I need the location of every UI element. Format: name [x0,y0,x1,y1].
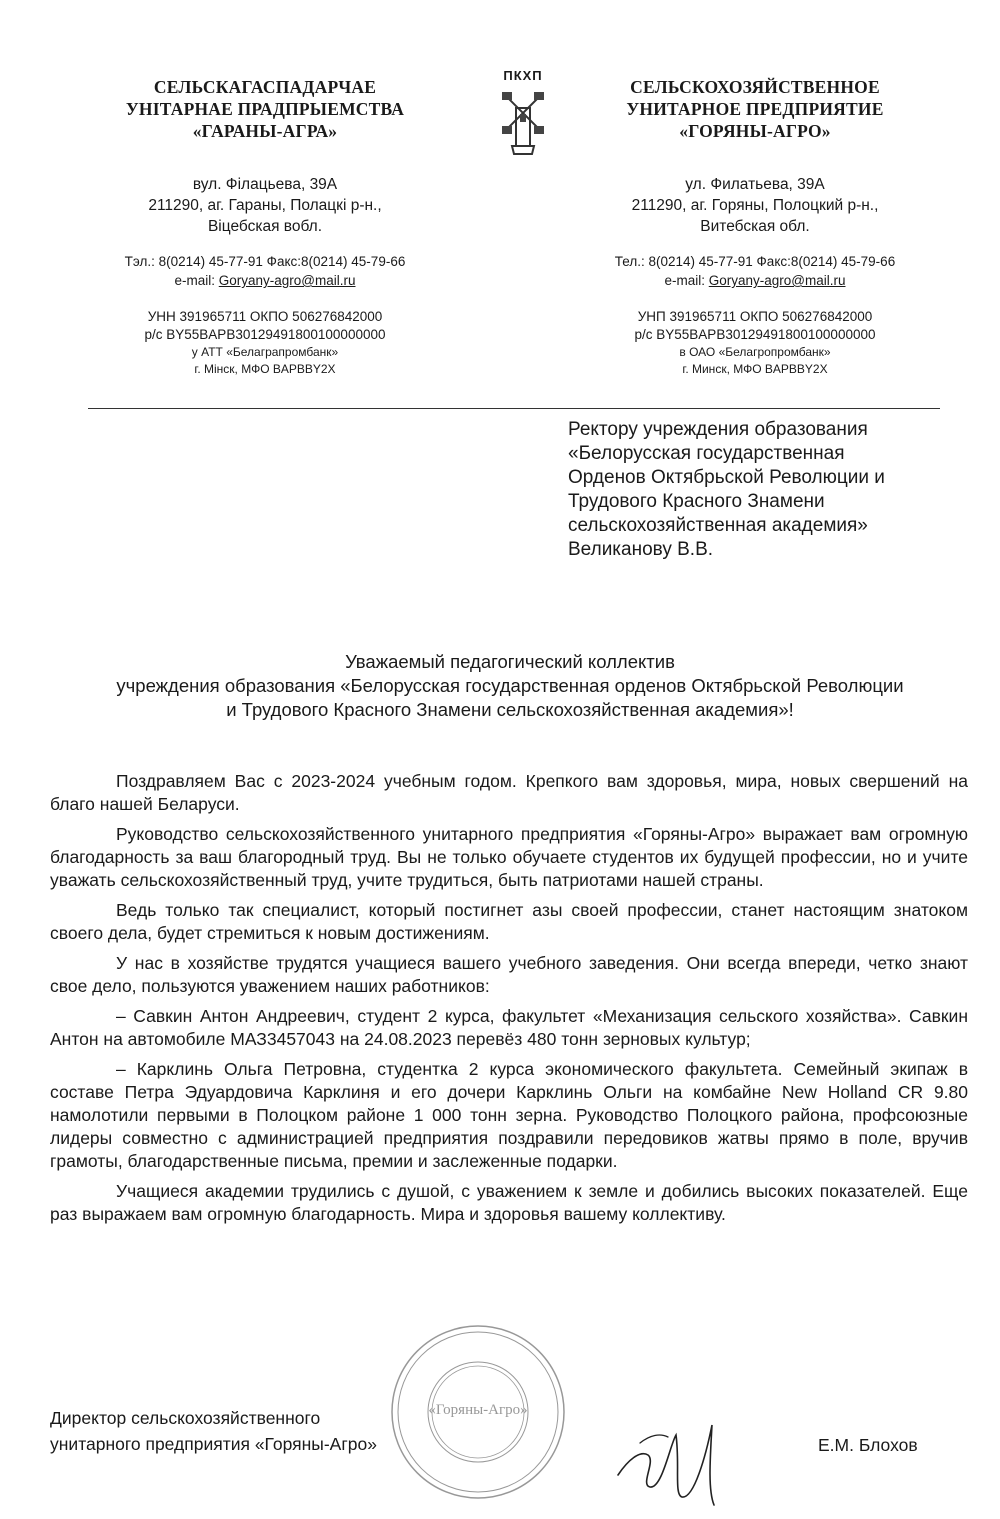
paragraph: Поздравляем Вас с 2023-2024 учебным годом. Крепкого вам здоровья, мира, новых свершений на благо нашей Беларуси. [50,771,968,814]
right-phone-fax: Тел.: 8(0214) 45-77-91 Факс:8(0214) 45-79-66 [614,254,896,269]
paragraph: – Карклинь Ольга Петровна, студентка 2 курса экономического факультета. Семейный экипаж в составе Петра Эдуардовича Карклиня и его дочери Карклинь Ольги на комбайне New Holland CR 9.80 намолотили первыми в Полоцком районе 1 000 тонн зерна. Руководство Полоцкого района, профсоюзные лидеры совместно с администрацией предприятия поздравили передовиков жатвы прямо в поле, вручив грамоты, благодарственные письма, премии и заслеженные подарки. [50,1059,968,1171]
signatory-name: Е.М. Блохов [818,1435,918,1455]
recipient-block: Ректору учреждения образования «Белорусская государственная Орденов Октябрьской Революции и Трудового Красного Знамени сельскохозяйственная академия» Великанову В.В. [568,419,885,560]
paragraph: У нас в хозяйстве трудятся учащиеся вашего учебного заведения. Они всегда впереди, четко знают свое дело, пользуются уважением наших работников: [50,953,968,996]
left-address: вул. Філацьева, 39А 211290, аг. Гараны, Полацкі р-н., Віцебская вобл. [148,176,382,235]
right-address: ул. Филатьева, 39А 211290, аг. Горяны, Полоцкий р-н., Витебская обл. [631,176,879,235]
left-phone-fax: Тэл.: 8(0214) 45-77-91 Факс:8(0214) 45-79-66 [124,254,406,269]
left-title: СЕЛЬСКАГАСПАДАРЧАЕ УНІТАРНАЕ ПРАДПРЫЕМСТВА «ГАРАНЫ-АГРА» [125,77,405,141]
left-header [70,76,460,378]
handwritten-signature-icon [610,1405,740,1515]
left-email-link[interactable]: Goryany-agro@mail.ru [218,273,356,288]
right-email-link[interactable]: Goryany-agro@mail.ru [708,273,846,288]
right-header [565,76,945,378]
right-title: СЕЛЬСКОХОЗЯЙСТВЕННОЕ УНИТАРНОЕ ПРЕДПРИЯТИЕ «ГОРЯНЫ-АГРО» [626,77,884,141]
left-bank-details: УНН 391965711 ОКПО 506276842000 р/с BY55BAPB30129491800100000000 у АТТ «Белаграпромбанк» г. Мінск, МФО BAPBBY2X [144,309,386,376]
greeting: Уважаемый педагогический коллектив учреждения образования «Белорусская государственная орденов Октябрьской Революции и Трудового Красного Знамени сельскохозяйственная академия»! [116,651,904,720]
right-email-line: e-mail: Goryany-agro@mail.ru [664,273,846,288]
paragraph: – Савкин Антон Андреевич, студент 2 курса, факультет «Механизация сельского хозяйства». Савкин Антон на автомобиле МАЗ3457043 на 24.08.2023 перевёз 480 тонн зерновых культур; [50,1006,968,1049]
right-contacts [565,252,945,290]
signature-position: Директор сельскохозяйственного унитарного предприятия «Горяны-Агро» [50,1408,377,1454]
paragraph: Ведь только так специалист, который постигнет азы своей профессии, станет настоящим знатоком своего дела, будет стремиться к новым достижениям. [50,900,968,943]
left-contacts [70,252,460,290]
company-stamp [388,1322,568,1502]
paragraph: Руководство сельскохозяйственного унитарного предприятия «Горяны-Агро» выражает вам огромную благодарность за ваш благородный труд. Вы не только обучаете студентов их будущей профессии, но и учите уважать сельскохозяйственный труд, учите трудиться, быть патриотами нашей страны. [50,824,968,890]
header-divider [88,408,940,409]
company-logo: ПКХП [488,68,558,158]
right-bank-details: УНП 391965711 ОКПО 506276842000 р/с BY55BAPB30129491800100000000 в ОАО «Белагропромбанк» г. Минск, МФО BAPBBY2X [634,309,876,376]
paragraph: Учащиеся академии трудились с душой, с уважением к земле и добились высоких показателей. Еще раз выражаем вам огромную благодарность. Мира и здоровья вашему коллективу. [50,1181,968,1224]
stamp-text: «Горяны-Агро» [428,1402,528,1418]
left-email-line: e-mail: Goryany-agro@mail.ru [174,273,356,288]
letter-body [50,770,968,1233]
